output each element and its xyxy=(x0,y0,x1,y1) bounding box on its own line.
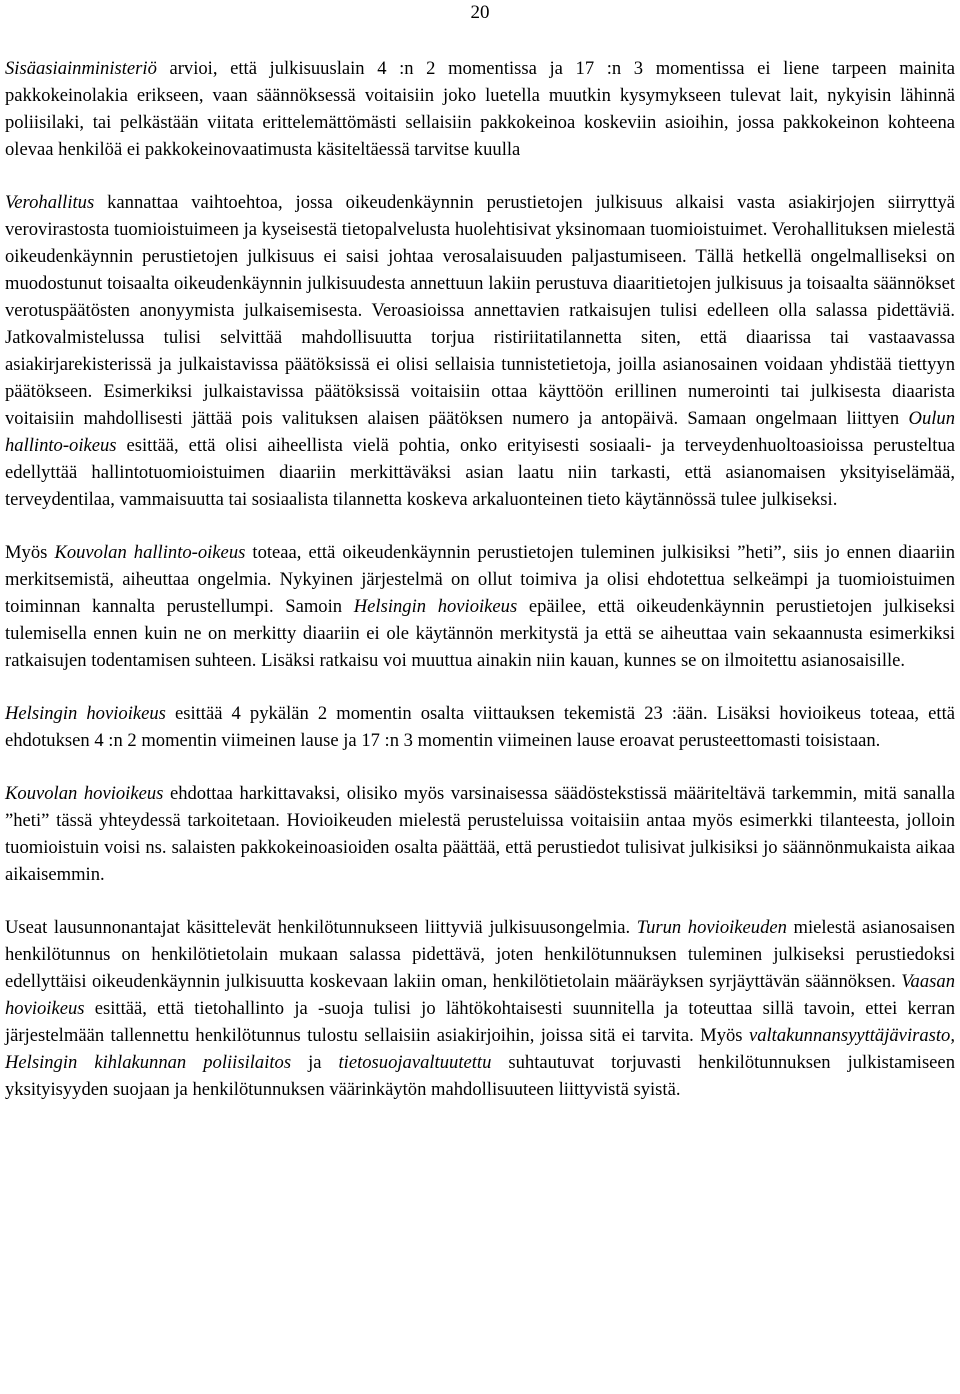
paragraph-text: suhtautuvat torjuvasti henkilötunnuksen julkistamiseen yksityisyyden suojaan ja henkilötunnuksen väärinkäytön mahdollisuuteen liittyvistä syistä. xyxy=(5,1052,955,1100)
italic-reference: Kouvolan hallinto-oikeus xyxy=(54,542,246,563)
italic-reference: Oulun hallinto-oikeus xyxy=(5,408,955,456)
page-number-text: 20 xyxy=(470,2,490,23)
paragraph-henkilotunnus xyxy=(5,914,955,1103)
paragraph-kouvolan-hovioikeus xyxy=(5,780,955,888)
page-number xyxy=(0,2,960,24)
paragraph-kouvolan-hallinto-oikeus xyxy=(5,539,955,674)
italic-reference: Turun hovioikeuden xyxy=(636,917,787,938)
paragraph-text: toteaa, että oikeudenkäynnin perustietojen tuleminen julkisiksi ”heti”, siis jo ennen diaariin merkitsemistä, aiheuttaa ongelmia. Nykyinen järjestelmä on ollut toimiva ja olisi ehdotettua selkeämpi ja tuomioistuimen toiminnan kannalta perustellumpi. Samoin xyxy=(5,542,956,617)
italic-reference: Helsingin hovioikeus xyxy=(5,703,166,724)
paragraph-text: ja xyxy=(291,1052,339,1073)
paragraph-text: esittää 4 pykälän 2 momentin osalta viittauksen tekemistä 23 :ään. Lisäksi hovioikeus toteaa, että ehdotuksen 4 :n 2 momentin viimeinen lause ja 17 :n 3 momentin viimeinen lause eroavat perusteettomasti toisistaan. xyxy=(5,703,955,751)
paragraph-helsingin-hovioikeus xyxy=(5,700,955,754)
paragraph-text: esittää, että olisi aiheellista vielä pohtia, onko erityisesti sosiaali- ja terveydenhuoltoasioissa perusteltua edellyttää hallintotuomioistuimen diaariin merkittäväksi asian laatu niin tarkasti, että asianomaisen yksityiselämää, terveydentilaa, vammaisuutta tai sosiaalista tilannetta koskeva arkaluonteinen tieto käytännössä tulee julkiseksi. xyxy=(5,435,955,510)
italic-reference: tietosuojavaltuutettu xyxy=(338,1052,492,1073)
paragraph-text: esittää, että tietohallinto ja -suoja tulisi jo lähtökohtaisesti suunnitella ja toteuttaa sillä tavoin, ettei kerran järjestelmään tallennettu henkilötunnus tulostu sellaisiin asiakirjoihin, joissa sitä ei tarvita. Myös xyxy=(5,998,955,1046)
paragraph-text: Myös xyxy=(5,542,55,563)
paragraph-text: epäilee, että oikeudenkäynnin perustietojen julkiseksi tulemisella ennen kuin ne on merkitty diaariin ei ole käytännön merkitystä ja että se aiheuttaa vain sekaannusta esimerkiksi ratkaisujen todentamisen suhteen. Lisäksi ratkaisu voi muuttua ainakin niin kauan, kunnes se on ilmoitettu asianosaisille. xyxy=(5,596,956,671)
paragraph-text: arvioi, että julkisuuslain 4 :n 2 momentissa ja 17 :n 3 momentissa ei liene tarpeen mainita pakkokeinolakia erikseen, vaan säännöksessä voitaisiin joko luetella muutkin kysymykseen tulevat lait, nykyisin lähinnä poliisilaki, tai pelkästään viitata erittelemättömästi sellaisiin pakkokeinoa koskeviin asioihin, jossa pakkokeinon kohteena olevaa henkilöä ei pakkokeinovaatimusta käsiteltäessä tarvitse kuulla xyxy=(5,58,955,160)
italic-reference: Vaasan hovioikeus xyxy=(5,971,955,1019)
italic-reference: Sisäasiainministeriö xyxy=(5,58,157,79)
paragraph-text: ehdottaa harkittavaksi, olisiko myös varsinaisessa säädöstekstissä määriteltävä tarkemmin, mitä sanalla ”heti” tässä yhteydessä tarkoitetaan. Hovioikeuden mielestä perusteluissa voitaisiin antaa myös esimerkki tilanteesta, jolloin tuomioistuin voisi ns. salaisten pakkokeinoasioiden osalta päättää, että perustiedot tulisivat julkisiksi jo säännönmukaista aikaa aikaisemmin. xyxy=(5,783,956,885)
italic-reference: Kouvolan hovioikeus xyxy=(5,783,164,804)
italic-reference: valtakunnansyyttäjävirasto, Helsingin kihlakunnan poliisilaitos xyxy=(5,1025,955,1073)
italic-reference: Verohallitus xyxy=(5,192,95,213)
paragraph-sisaasiainministerio xyxy=(5,55,955,163)
paragraph-text: mielestä asianosaisen henkilötunnus on henkilötietolain mukaan salassa pidettävä, joten henkilötunnuksen tuleminen julkiseksi perustiedoksi edellyttäisi oikeudenkäynnin julkisuutta koskevaan lakiin oman, henkilötietolain määräyksen syrjäyttävän säännöksen. xyxy=(5,917,955,992)
document-body xyxy=(5,55,955,1103)
paragraph-text: Useat lausunnonantajat käsittelevät henkilötunnukseen liittyviä julkisuusongelmia. xyxy=(5,917,637,938)
paragraph-verohallitus xyxy=(5,189,955,513)
paragraph-text: kannattaa vaihtoehtoa, jossa oikeudenkäynnin perustietojen julkisuus alkaisi vasta asiakirjojen siirryttyä verovirastosta tuomioistuimeen ja kyseisestä tietopalvelusta huolehtisivat yksinomaan tuomioistuimet. Verohallituksen mielestä oikeudenkäynnin perustietojen julkisuus ei saisi johtaa verosalaisuuden paljastumiseen. Tällä hetkellä ongelmalliseksi on muodostunut toisaalta oikeudenkäynnin julkisuudesta annettuun lakiin perustuva diaaritietojen julkisuus ja toisaalta säännökset verotuspäätösten anonyymista julkaisemisesta. Veroasioissa annettavien ratkaisujen tulisi edelleen olla salassa pidettäviä. Jatkovalmistelussa tulisi selvittää mahdollisuutta torjua ristiriitatilannetta siten, että diaarissa tai vastaavassa asiakirjarekisterissä ja julkaistavissa päätöksissä ei olisi sellaisia tunnistetietoja, joilla asianosainen voidaan yhdistää tiettyyn päätökseen. Esimerkiksi julkaistavissa päätöksissä voitaisiin ottaa käyttöön erillinen numerointi tai julkisesta diaarista voitaisiin mahdollisesti jättää pois valituksen alaisen päätöksen numero ja antopäivä. Samaan ongelmaan liittyen xyxy=(5,192,955,429)
italic-reference: Helsingin hovioikeus xyxy=(353,596,518,617)
